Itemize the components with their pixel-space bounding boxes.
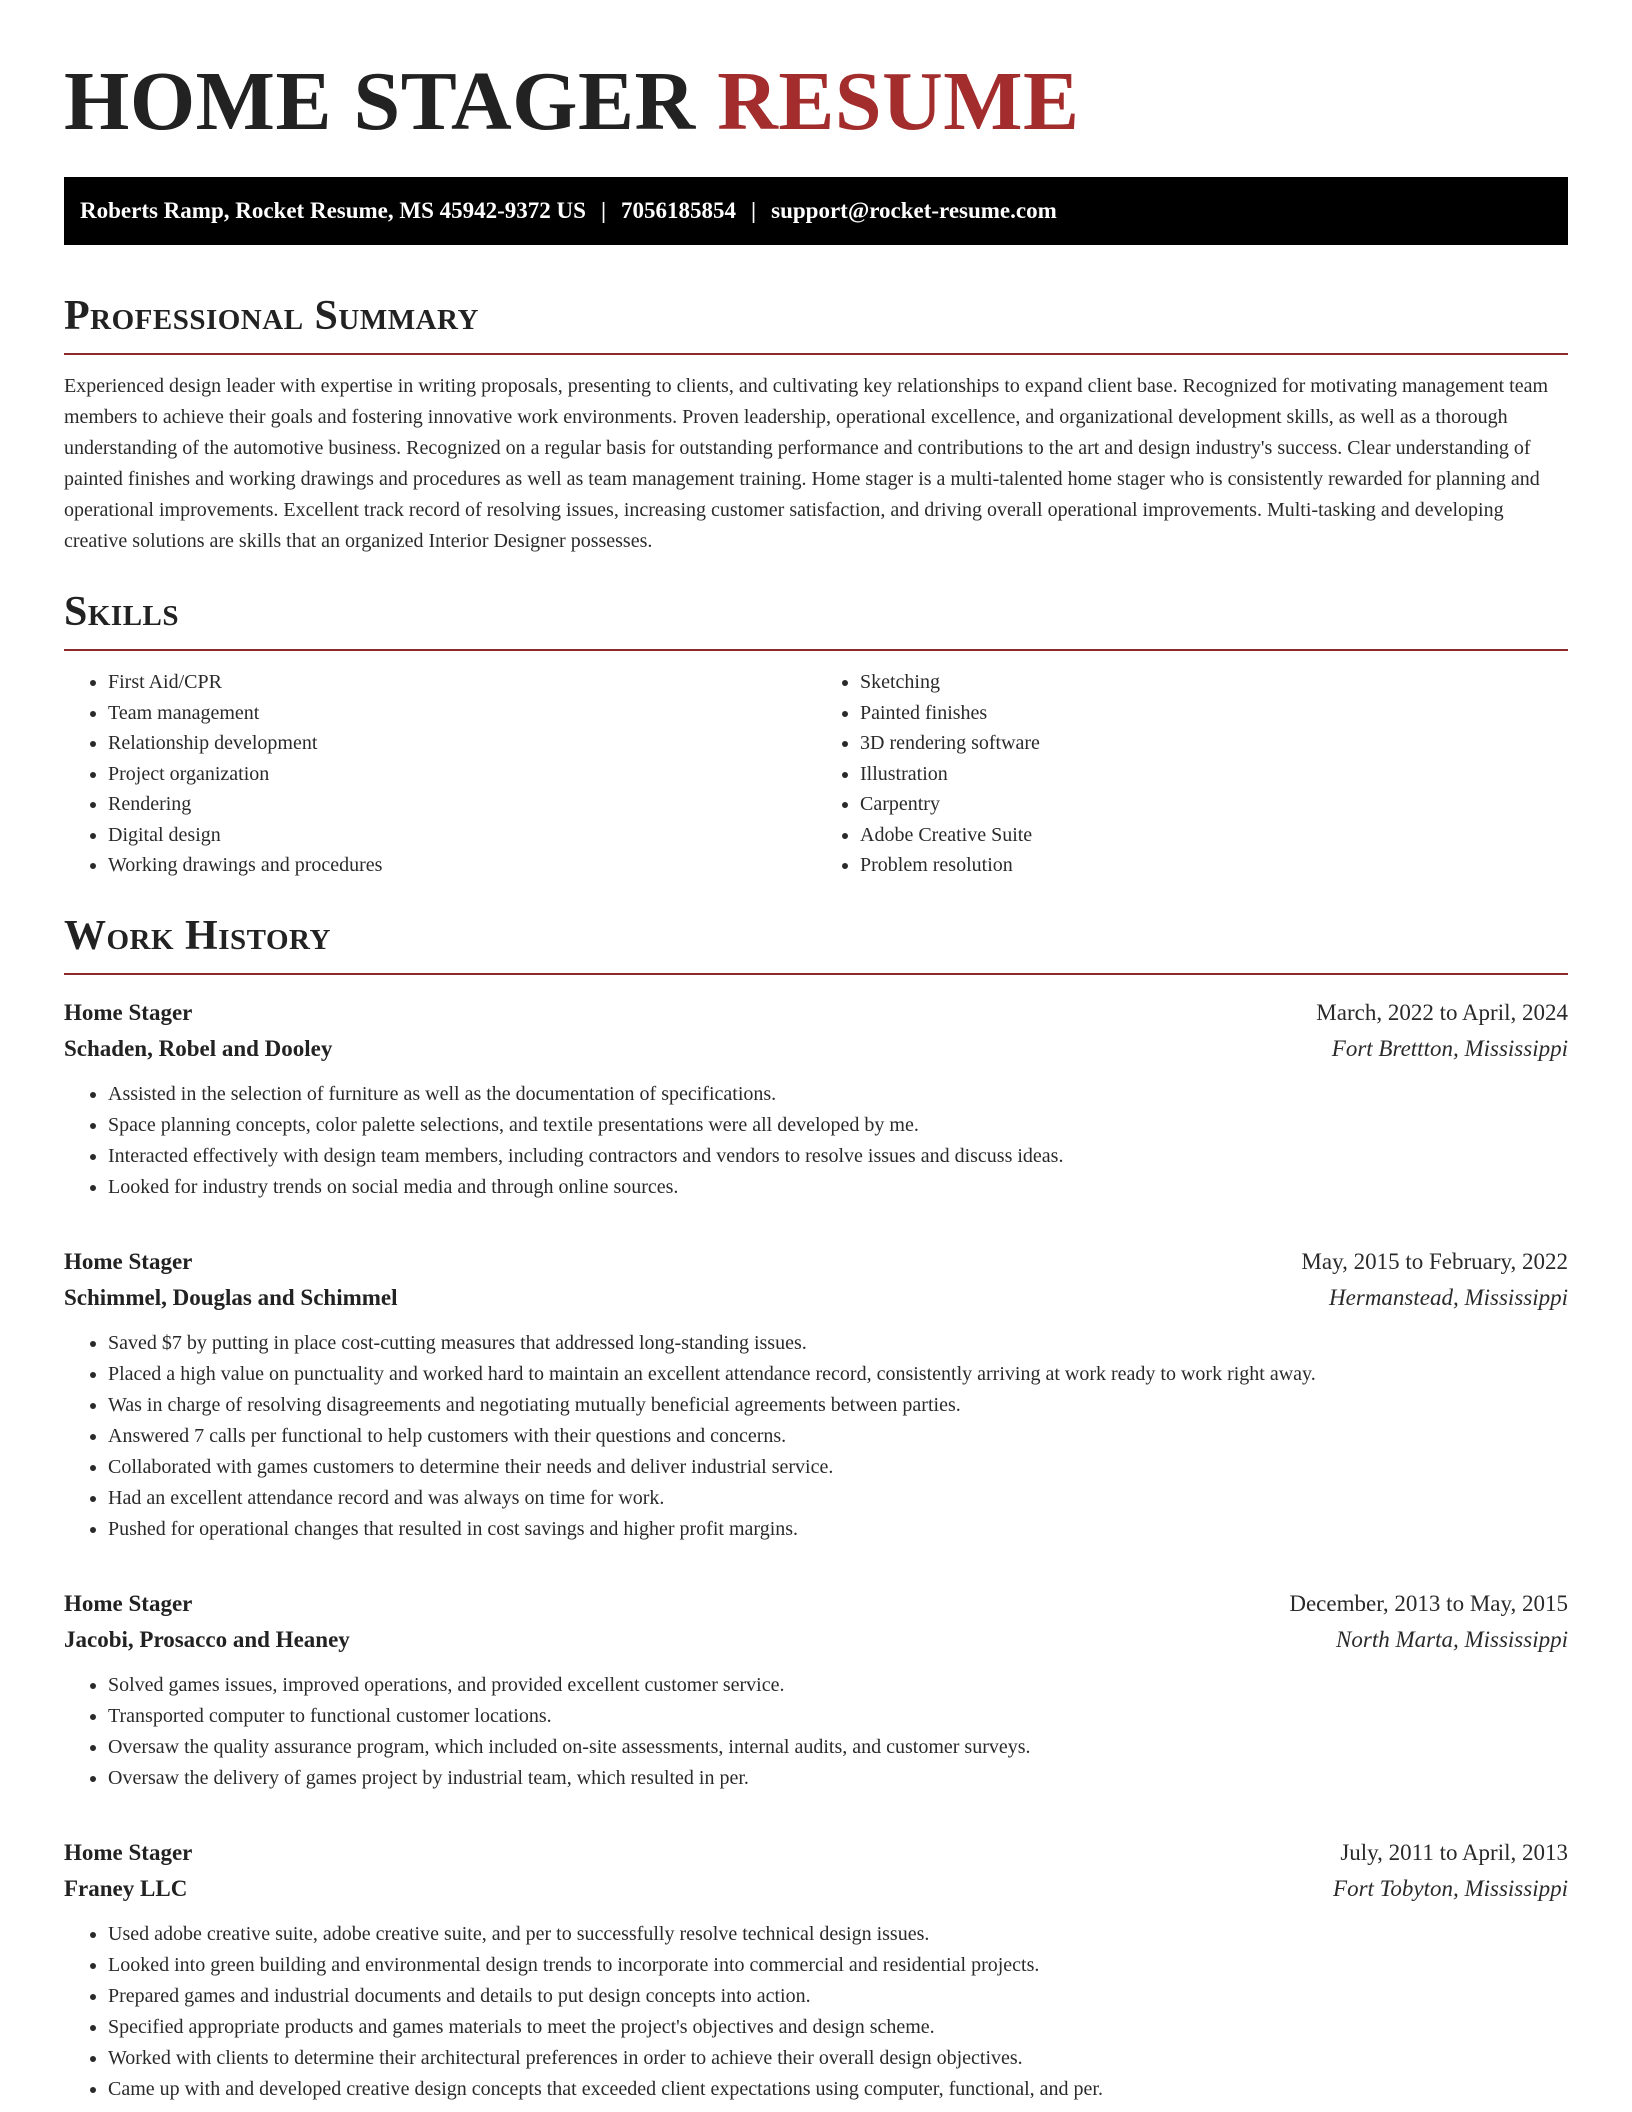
job-location: North Marta, Mississippi xyxy=(1336,1626,1568,1652)
job-title: Home Stager xyxy=(64,999,193,1025)
contact-separator: | xyxy=(600,198,607,223)
job-location: Hermanstead, Mississippi xyxy=(1329,1284,1568,1310)
contact-email: support@rocket-resume.com xyxy=(771,198,1057,223)
job-bullet: • Collaborated with games customers to determine their needs and deliver industrial service. xyxy=(108,1452,1568,1483)
skill-item: • 3D rendering software xyxy=(860,728,1568,759)
job-bullet: • Specified appropriate products and games materials to meet the project's objectives and design scheme. xyxy=(108,2012,1568,2043)
job-company-row xyxy=(64,1871,1568,1907)
job-company: Franey LLC xyxy=(64,1875,188,1901)
job-title: Home Stager xyxy=(64,1248,193,1274)
skill-item: • First Aid/CPR xyxy=(108,667,816,698)
job-bullet: • Prepared games and industrial documents and details to put design concepts into action. xyxy=(108,1981,1568,2012)
job-company: Schimmel, Douglas and Schimmel xyxy=(64,1284,398,1310)
title-main: HOME STAGER xyxy=(64,55,696,148)
job-company-row xyxy=(64,1280,1568,1316)
job-company: Schaden, Robel and Dooley xyxy=(64,1035,333,1061)
summary-text: Experienced design leader with expertise in writing proposals, presenting to clients, and cultivating key relationships to expand client base. Recognized for motivating management team members to achieve their goals and fostering innovative work environments. Proven leadership, operational excellence, and organizational development skills, as well as a thorough understanding of the automotive business. Recognized on a regular basis for outstanding performance and contributions to the art and design industry's success. Clear understanding of painted finishes and working drawings and procedures as well as team management training. Home stager is a multi-talented home stager who is consistently rewarded for planning and operational improvements. Excellent track record of resolving issues, increasing customer satisfaction, and driving overall operational improvements. Multi-tasking and developing creative solutions are skills that an organized Interior Designer possesses. xyxy=(64,375,1549,552)
contact-bar xyxy=(64,177,1568,245)
job-company: Jacobi, Prosacco and Heaney xyxy=(64,1626,350,1652)
skill-item: • Painted finishes xyxy=(860,698,1568,729)
job-title: Home Stager xyxy=(64,1590,193,1616)
skill-item: • Working drawings and procedures xyxy=(108,850,816,881)
job-bullet: • Oversaw the delivery of games project by industrial team, which resulted in per. xyxy=(108,1763,1568,1794)
work-history-section xyxy=(64,912,1568,2105)
job-location: Fort Tobyton, Mississippi xyxy=(1333,1875,1568,1901)
job-dates: May, 2015 to February, 2022 xyxy=(1301,1248,1568,1274)
skill-item: • Digital design xyxy=(108,820,816,851)
summary-heading: Professional Summary xyxy=(64,295,1568,355)
job-bullet: • Oversaw the quality assurance program, which included on-site assessments, internal audits, and customer surveys. xyxy=(108,1732,1568,1763)
job-bullet: • Worked with clients to determine their architectural preferences in order to achieve their overall design objectives. xyxy=(108,2043,1568,2074)
skills-section xyxy=(64,591,1568,881)
job-bullet: • Transported computer to functional customer locations. xyxy=(108,1701,1568,1732)
job-dates: December, 2013 to May, 2015 xyxy=(1289,1590,1568,1616)
summary-section xyxy=(64,295,1568,557)
job-title-row xyxy=(64,1586,1568,1622)
job-entry xyxy=(64,1586,1568,1794)
job-dates: March, 2022 to April, 2024 xyxy=(1316,999,1568,1025)
job-title-row xyxy=(64,995,1568,1031)
skill-item: • Relationship development xyxy=(108,728,816,759)
job-bullet: • Saved $7 by putting in place cost-cutting measures that addressed long-standing issues. xyxy=(108,1328,1568,1359)
job-bullet: • Assisted in the selection of furniture as well as the documentation of specifications. xyxy=(108,1079,1568,1110)
work-history-heading: Work History xyxy=(64,915,1568,975)
contact-separator: | xyxy=(751,198,757,223)
job-bullet: • Had an excellent attendance record and was always on time for work. xyxy=(108,1483,1568,1514)
job-bullets xyxy=(64,1328,1568,1545)
job-location: Fort Brettton, Mississippi xyxy=(1331,1035,1568,1061)
skills-heading: Skills xyxy=(64,591,1568,651)
skills-columns xyxy=(64,667,1568,881)
job-title-row xyxy=(64,1244,1568,1280)
skill-item: • Project organization xyxy=(108,759,816,790)
skill-item: • Rendering xyxy=(108,789,816,820)
job-bullet: • Solved games issues, improved operations, and provided excellent customer service. xyxy=(108,1670,1568,1701)
job-bullet: • Was in charge of resolving disagreements and negotiating mutually beneficial agreements between parties. xyxy=(108,1390,1568,1421)
skills-list-right xyxy=(816,667,1568,881)
title-accent: RESUME xyxy=(717,55,1080,148)
job-bullet: • Space planning concepts, color palette selections, and textile presentations were all developed by me. xyxy=(108,1110,1568,1141)
skill-item: • Illustration xyxy=(860,759,1568,790)
job-entry xyxy=(64,1835,1568,2105)
job-bullets xyxy=(64,1670,1568,1794)
skill-item: • Team management xyxy=(108,698,816,729)
skill-item: • Problem resolution xyxy=(860,850,1568,881)
job-title: Home Stager xyxy=(64,1839,193,1865)
contact-phone: 7056185854 xyxy=(621,198,737,223)
job-bullets xyxy=(64,1079,1568,1203)
job-bullet: • Used adobe creative suite, adobe creative suite, and per to successfully resolve technical design issues. xyxy=(108,1919,1568,1950)
job-dates: July, 2011 to April, 2013 xyxy=(1340,1839,1568,1865)
job-bullet: • Interacted effectively with design team members, including contractors and vendors to resolve issues and discuss ideas. xyxy=(108,1141,1568,1172)
job-bullet: • Looked into green building and environmental design trends to incorporate into commercial and residential projects. xyxy=(108,1950,1568,1981)
job-bullets xyxy=(64,1919,1568,2105)
job-bullet: • Pushed for operational changes that resulted in cost savings and higher profit margins. xyxy=(108,1514,1568,1545)
job-entry xyxy=(64,995,1568,1203)
job-bullet: • Came up with and developed creative design concepts that exceeded client expectations using computer, functional, and per. xyxy=(108,2074,1568,2105)
skill-item: • Carpentry xyxy=(860,789,1568,820)
resume-title xyxy=(64,55,1568,148)
job-bullet: • Placed a high value on punctuality and worked hard to maintain an excellent attendance record, consistently arriving at work ready to work right away. xyxy=(108,1359,1568,1390)
job-company-row xyxy=(64,1622,1568,1658)
job-title-row xyxy=(64,1835,1568,1871)
contact-address: Roberts Ramp, Rocket Resume, MS 45942-9372 US xyxy=(80,198,586,223)
skills-list-left xyxy=(64,667,816,881)
job-bullet: • Answered 7 calls per functional to help customers with their questions and concerns. xyxy=(108,1421,1568,1452)
job-entry xyxy=(64,1244,1568,1545)
skill-item: • Adobe Creative Suite xyxy=(860,820,1568,851)
job-bullet: • Looked for industry trends on social media and through online sources. xyxy=(108,1172,1568,1203)
skill-item: • Sketching xyxy=(860,667,1568,698)
job-company-row xyxy=(64,1031,1568,1067)
